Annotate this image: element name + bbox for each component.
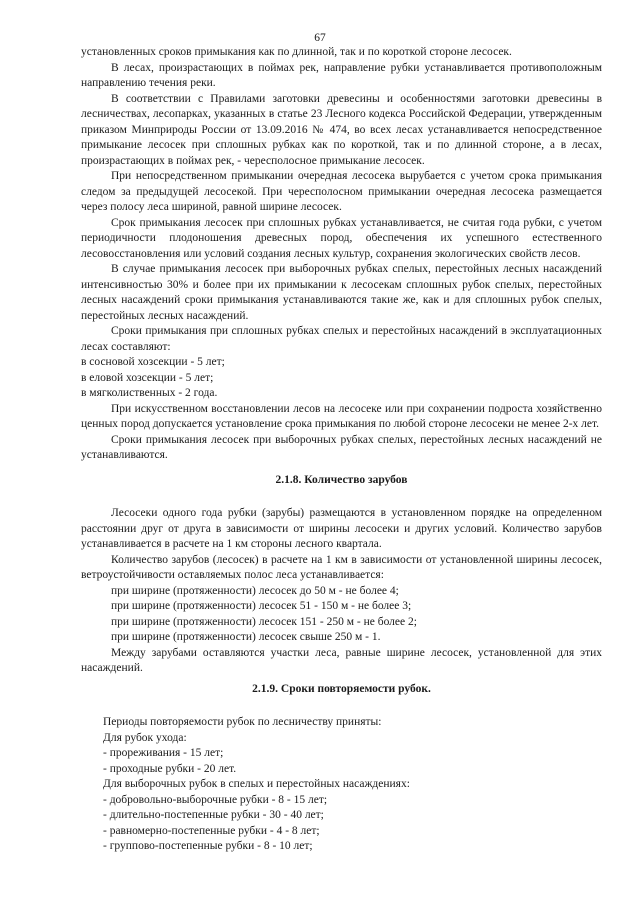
list-item: при ширине (протяженности) лесосек до 50 м - не более 4; [111, 584, 399, 597]
list-item: - равномерно-постепенные рубки - 4 - 8 лет; [103, 824, 320, 837]
section-heading: 2.1.9. Сроки повторяемости рубок. [252, 682, 431, 695]
list-item: в сосновой хозсекции - 5 лет; [81, 356, 225, 368]
paragraph: Сроки примыкания при сплошных рубках спелых и перестойных насаждений в эксплуатационных лесах составляют: [81, 325, 602, 353]
paragraph: При непосредственном примыкании очередная лесосека вырубается с учетом срока примыкания следом за предыдущей лесосекой. При чересполосном примыкании очередная лесосека размещается через полосу леса шириной, равной ширине лесосек. [81, 170, 602, 213]
list-item: при ширине (протяженности) лесосек 51 - 150 м - не более 3; [111, 600, 412, 612]
paragraph: Сроки примыкания лесосек при выборочных рубках спелых, перестойных лесных насаждений не устанавливаются. [81, 433, 602, 461]
paragraph: В лесах, произрастающих в поймах рек, направление рубки устанавливается противоположным направлению течения реки. [81, 61, 602, 89]
list-item: - длительно-постепенные рубки - 30 - 40 лет; [103, 809, 324, 821]
paragraph: Периоды повторяемости рубок по лесничеству приняты: [103, 716, 382, 728]
paragraph: установленных сроков примыкания как по длинной, так и по короткой стороне лесосек. [81, 46, 512, 58]
section-heading: 2.1.8. Количество зарубов [275, 473, 408, 486]
list-item: - проходные рубки - 20 лет. [103, 762, 237, 775]
page-number: 67 [314, 32, 326, 44]
paragraph: В соответствии с Правилами заготовки древесины и особенностями заготовки древесины в лесничествах, лесопарках, указанных в статье 23 Лесного кодекса Российской Федерации, утвержденным приказом Минприроды России от 13.09.2016 № 474, во всех лесах устанавливается непосредственное примыкание лесосек при сплошных рубках как по короткой, так и по длинной стороне, а в лесах, произрастающих в поймах рек, - чересполосное примыкание лесосек. [81, 92, 602, 167]
list-item: - добровольно-выборочные рубки - 8 - 15 лет; [103, 793, 328, 806]
paragraph: При искусственном восстановлении лесов на лесосеке или при сохранении подроста хозяйственно ценных пород допускается установление срока примыкания по любой стороне лесосеки не менее 2-х лет. [81, 402, 602, 430]
list-item: - группово-постепенные рубки - 8 - 10 лет; [103, 840, 313, 852]
paragraph: Между зарубами оставляются участки леса, равные ширине лесосек, установленной для этих насаждений. [81, 646, 602, 674]
list-item: при ширине (протяженности) лесосек 151 - 250 м - не более 2; [111, 615, 417, 628]
paragraph: Количество зарубов (лесосек) в расчете на 1 км в зависимости от установленной ширины лесосек, ветроустойчивости оставляемых полос леса устанавливается: [81, 553, 602, 581]
list-item: в мягколиственных - 2 года. [81, 387, 218, 399]
paragraph: Лесосеки одного года рубки (зарубы) размещаются в установленном порядке на определенном расстоянии друг от друга в зависимости от ширины лесосеки и других условий. Количество зарубов устанавливается в расчете на 1 км стороны лесного квартала. [81, 507, 602, 550]
list-item: в еловой хозсекции - 5 лет; [81, 371, 214, 384]
page-text [81, 45, 602, 855]
list-item: при ширине (протяженности) лесосек свыше 250 м - 1. [111, 631, 381, 643]
list-label: Для рубок ухода: [103, 731, 187, 744]
list-label: Для выборочных рубок в спелых и перестойных насаждениях: [103, 778, 410, 790]
paragraph: В случае примыкания лесосек при выборочных рубках спелых, перестойных лесных насаждений интенсивностью 30% и более при их примыкании к лесосекам сплошных рубок спелых, перестойных лесных насаждений сроки примыкания устанавливаются такие же, как и для сплошных рубок спелых, перестойных лесных насаждений. [81, 263, 602, 322]
paragraph: Срок примыкания лесосек при сплошных рубках устанавливается, не считая года рубки, с учетом периодичности плодоношения древесных пород, обеспечения их успешного естественного лесовосстановления или условий создания лесных культур, сохранения экологических свойств лесов. [81, 216, 602, 260]
list-item: - прореживания - 15 лет; [103, 747, 224, 759]
